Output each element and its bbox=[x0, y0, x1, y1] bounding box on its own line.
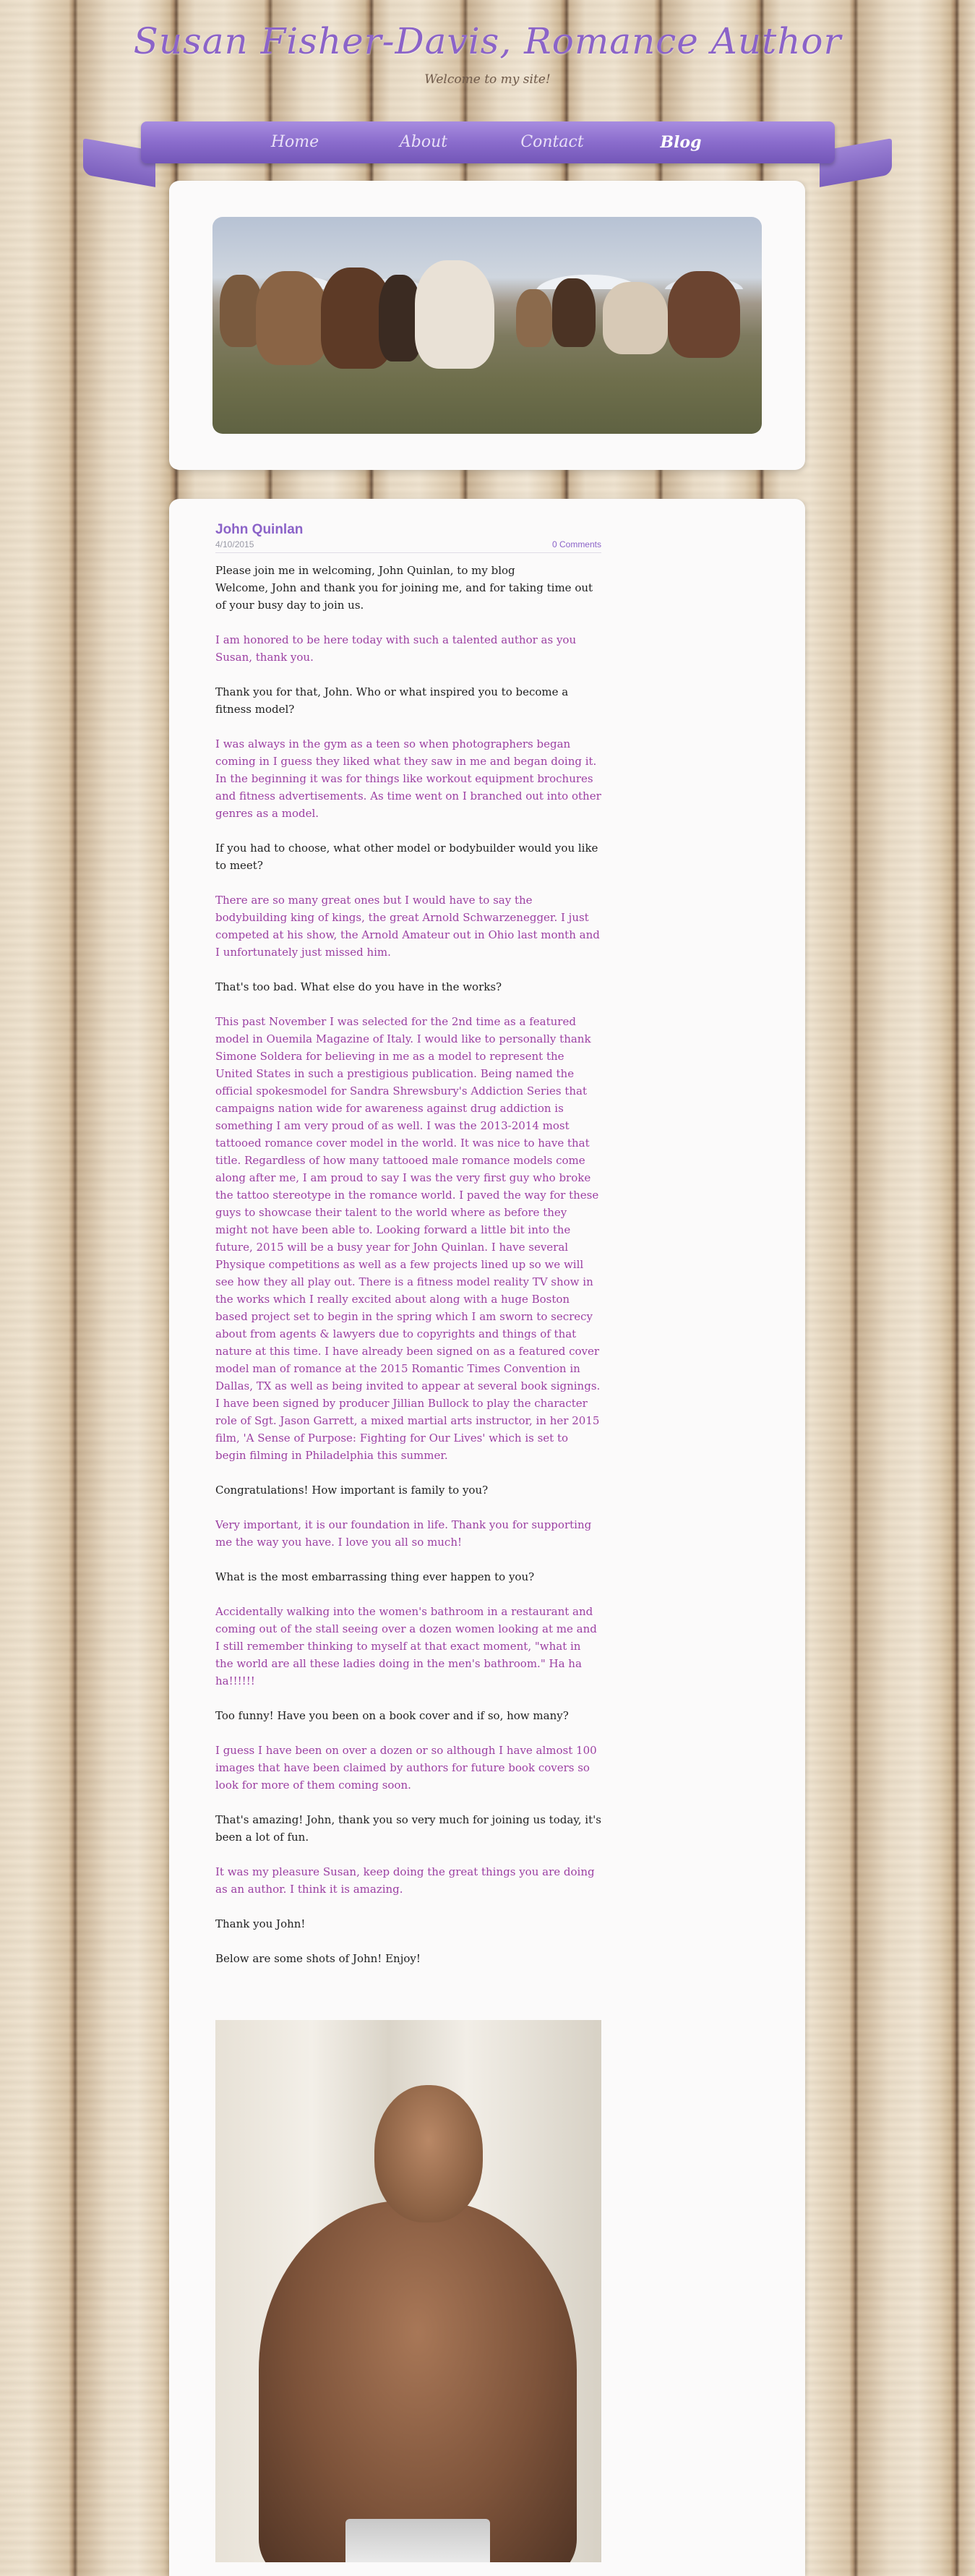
post-date: 4/10/2015 bbox=[215, 539, 254, 549]
nav-item-contact[interactable]: Contact bbox=[520, 133, 584, 151]
interview-question: That's too bad. What else do you have in the works? bbox=[215, 980, 502, 993]
post-body bbox=[215, 562, 601, 1967]
nav-item-home[interactable]: Home bbox=[270, 133, 319, 151]
photo-head bbox=[374, 2085, 483, 2222]
horse-figure bbox=[256, 271, 328, 365]
interview-question: Please join me in welcoming, John Quinlan, to my blog Welcome, John and thank you for joining me, and for taking time out of your busy day to join us. bbox=[215, 564, 593, 612]
nav-item-about[interactable]: About bbox=[399, 133, 448, 151]
banner-panel bbox=[169, 181, 805, 470]
photo-shorts bbox=[345, 2519, 490, 2562]
post-meta bbox=[215, 539, 601, 553]
horse-figure bbox=[603, 282, 668, 354]
john-quinlan-photo bbox=[215, 2020, 601, 2562]
interview-answer: There are so many great ones but I would have to say the bodybuilding king of kings, the great Arnold Schwarzenegger. I just competed at his show, the Arnold Amateur out in Ohio last month and I unfortunately just missed him. bbox=[215, 894, 600, 959]
interview-question: Thank you for that, John. Who or what inspired you to become a fitness model? bbox=[215, 685, 569, 716]
site-tagline: Welcome to my site! bbox=[424, 72, 551, 87]
interview-question: Congratulations! How important is family to you? bbox=[215, 1484, 489, 1497]
comments-link[interactable]: 0 Comments bbox=[551, 539, 601, 549]
interview-answer: This past November I was selected for the 2nd time as a featured model in Ouemila Magazine of Italy. I would like to personally thank Simone Soldera for believing in me as a model to represent the United States in such a prestigious publication. Being named the official spokesmodel for Sandra Shrewsbury's Addiction Series that campaigns nation wide for awareness against drug addiction is something I am very proud of as well. I was the 2013-2014 most tattooed romance cover model in the world. It was nice to have that title. Regardless of how many tattooed male romance models come along after me, I am proud to say I was the very first guy who broke the tattoo stereotype in the romance world. I paved the way for these guys to showcase their talent to the world where as before they might not have been able to. Looking forward a little bit into the future, 2015 will be a busy year for John Quinlan. I have several Physique competitions as well as a few projects lined up so we will see how they all play out. There is a fitness model reality TV show in the works which I really excited about along with a huge Boston based project set to begin in the spring which I am sworn to secrecy about from agents & lawyers due to copyrights and things of that nature at this time. I have already been signed on as a featured cover model man of romance at the 2015 Romantic Times Convention in Dallas, TX as well as being invited to appear at several book signings. I have been signed by producer Jillian Bullock to play the character role of Sgt. Jason Garrett, a mixed martial arts instructor, in her 2015 film, 'A Sense of Purpose: Fighting for Our Lives' which is set to begin filming in Philadelphia this summer. bbox=[215, 1015, 601, 1462]
horse-figure bbox=[552, 278, 596, 347]
interview-question: What is the most embarrassing thing ever happen to you? bbox=[215, 1570, 535, 1583]
interview-answer: I was always in the gym as a teen so when photographers began coming in I guess they liked what they saw in me and began doing it. In the beginning it was for things like workout equipment brochures and fitness advertisements. As time went on I branched out into other genres as a model. bbox=[215, 737, 601, 820]
post-title[interactable]: John Quinlan bbox=[215, 522, 304, 537]
interview-question: That's amazing! John, thank you so very much for joining us today, it's been a lot of fun. bbox=[215, 1813, 601, 1844]
interview-question: Below are some shots of John! Enjoy! bbox=[215, 1952, 421, 1965]
photo-torso bbox=[259, 2201, 577, 2562]
interview-answer: I guess I have been on over a dozen or so although I have almost 100 images that have been claimed by authors for future book covers so look for more of them coming soon. bbox=[215, 1744, 597, 1792]
horses-banner-image bbox=[212, 217, 762, 434]
site-header bbox=[0, 0, 975, 108]
interview-answer: Very important, it is our foundation in life. Thank you for supporting me the way you have. I love you all so much! bbox=[215, 1518, 592, 1549]
nav-item-blog[interactable]: Blog bbox=[660, 133, 702, 152]
horse-figure bbox=[415, 260, 494, 369]
horse-figure bbox=[516, 289, 552, 347]
site-title[interactable]: Susan Fisher-Davis, Romance Author bbox=[133, 20, 842, 62]
content-panel bbox=[169, 499, 805, 2576]
interview-question: Thank you John! bbox=[215, 1917, 306, 1930]
interview-answer: It was my pleasure Susan, keep doing the great things you are doing as an author. I think it is amazing. bbox=[215, 1865, 595, 1896]
interview-question: If you had to choose, what other model or bodybuilder would you like to meet? bbox=[215, 842, 598, 872]
main-nav bbox=[141, 121, 835, 163]
interview-answer: Accidentally walking into the women's bathroom in a restaurant and coming out of the stall seeing over a dozen women looking at me and I still remember thinking to myself at that exact moment, "what in the world are all these ladies doing in the men's bathroom." Ha ha ha!!!!!! bbox=[215, 1605, 597, 1687]
horse-figure bbox=[668, 271, 740, 358]
interview-answer: I am honored to be here today with such a talented author as you Susan, thank you. bbox=[215, 633, 577, 664]
interview-question: Too funny! Have you been on a book cover and if so, how many? bbox=[215, 1709, 569, 1722]
blog-post bbox=[215, 521, 601, 1985]
